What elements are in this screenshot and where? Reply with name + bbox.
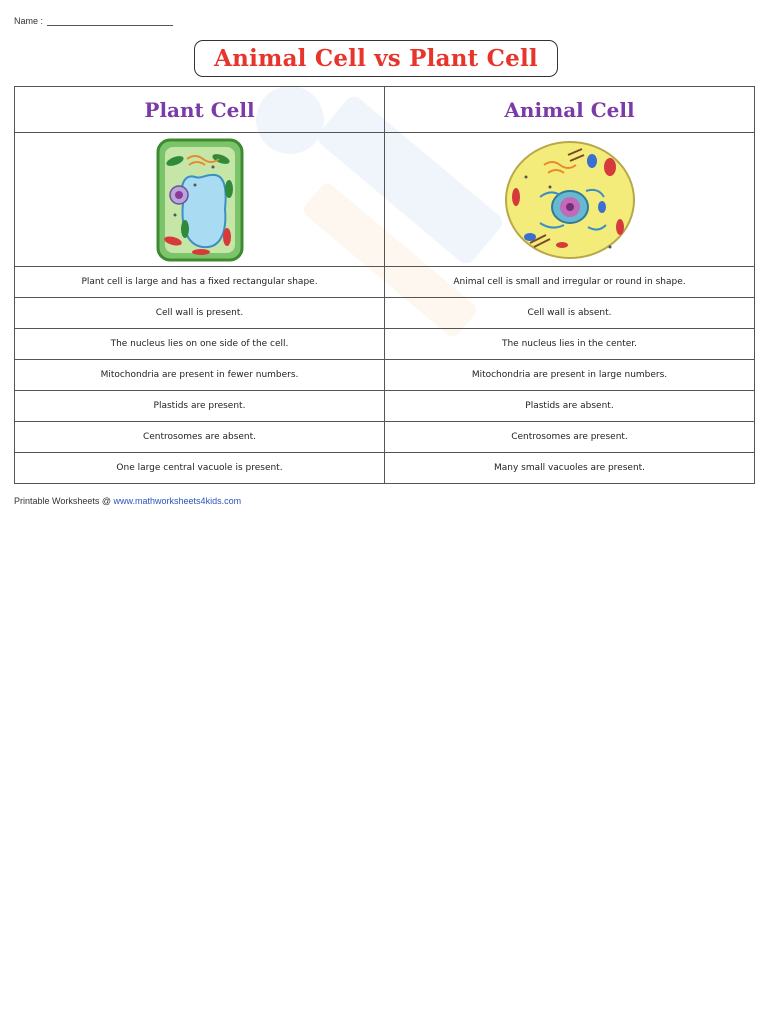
plant-row-cell: Mitochondria are present in fewer numbers. [15,360,385,391]
plant-row-cell: Plastids are present. [15,391,385,422]
table-row [15,391,755,422]
name-blank-line [47,17,173,26]
table-row [15,360,755,391]
animal-cell-cell [385,133,755,267]
animal-row-cell: Many small vacuoles are present. [385,453,755,484]
table-row [15,422,755,453]
comparison-table [14,86,755,484]
animal-row-cell: Centrosomes are present. [385,422,755,453]
table-row [15,267,755,298]
illustration-row [15,133,755,267]
animal-row-cell: Animal cell is small and irregular or round in shape. [385,267,755,298]
plant-row-cell: One large central vacuole is present. [15,453,385,484]
plant-row-cell: The nucleus lies on one side of the cell. [15,329,385,360]
plant-row-cell: Plant cell is large and has a fixed rectangular shape. [15,267,385,298]
page-title: Animal Cell vs Plant Cell [214,45,538,72]
column-heading-animal: Animal Cell [385,87,755,133]
column-heading-plant: Plant Cell [15,87,385,133]
table-row [15,329,755,360]
table-row [15,453,755,484]
animal-row-cell: Plastids are absent. [385,391,755,422]
table-row [15,298,755,329]
animal-row-cell: Mitochondria are present in large numbers. [385,360,755,391]
animal-row-cell: The nucleus lies in the center. [385,329,755,360]
name-field [14,16,173,26]
title-box [194,40,558,77]
footer [14,496,241,506]
plant-cell-illustration [155,137,245,263]
animal-cell-illustration [500,137,640,263]
plant-row-cell: Cell wall is present. [15,298,385,329]
animal-row-cell: Cell wall is absent. [385,298,755,329]
footer-website-link[interactable]: www.mathworksheets4kids.com [113,496,242,506]
footer-prefix: Printable Worksheets @ [14,496,112,506]
name-label: Name : [14,16,44,26]
plant-row-cell: Centrosomes are absent. [15,422,385,453]
plant-cell-cell [15,133,385,267]
